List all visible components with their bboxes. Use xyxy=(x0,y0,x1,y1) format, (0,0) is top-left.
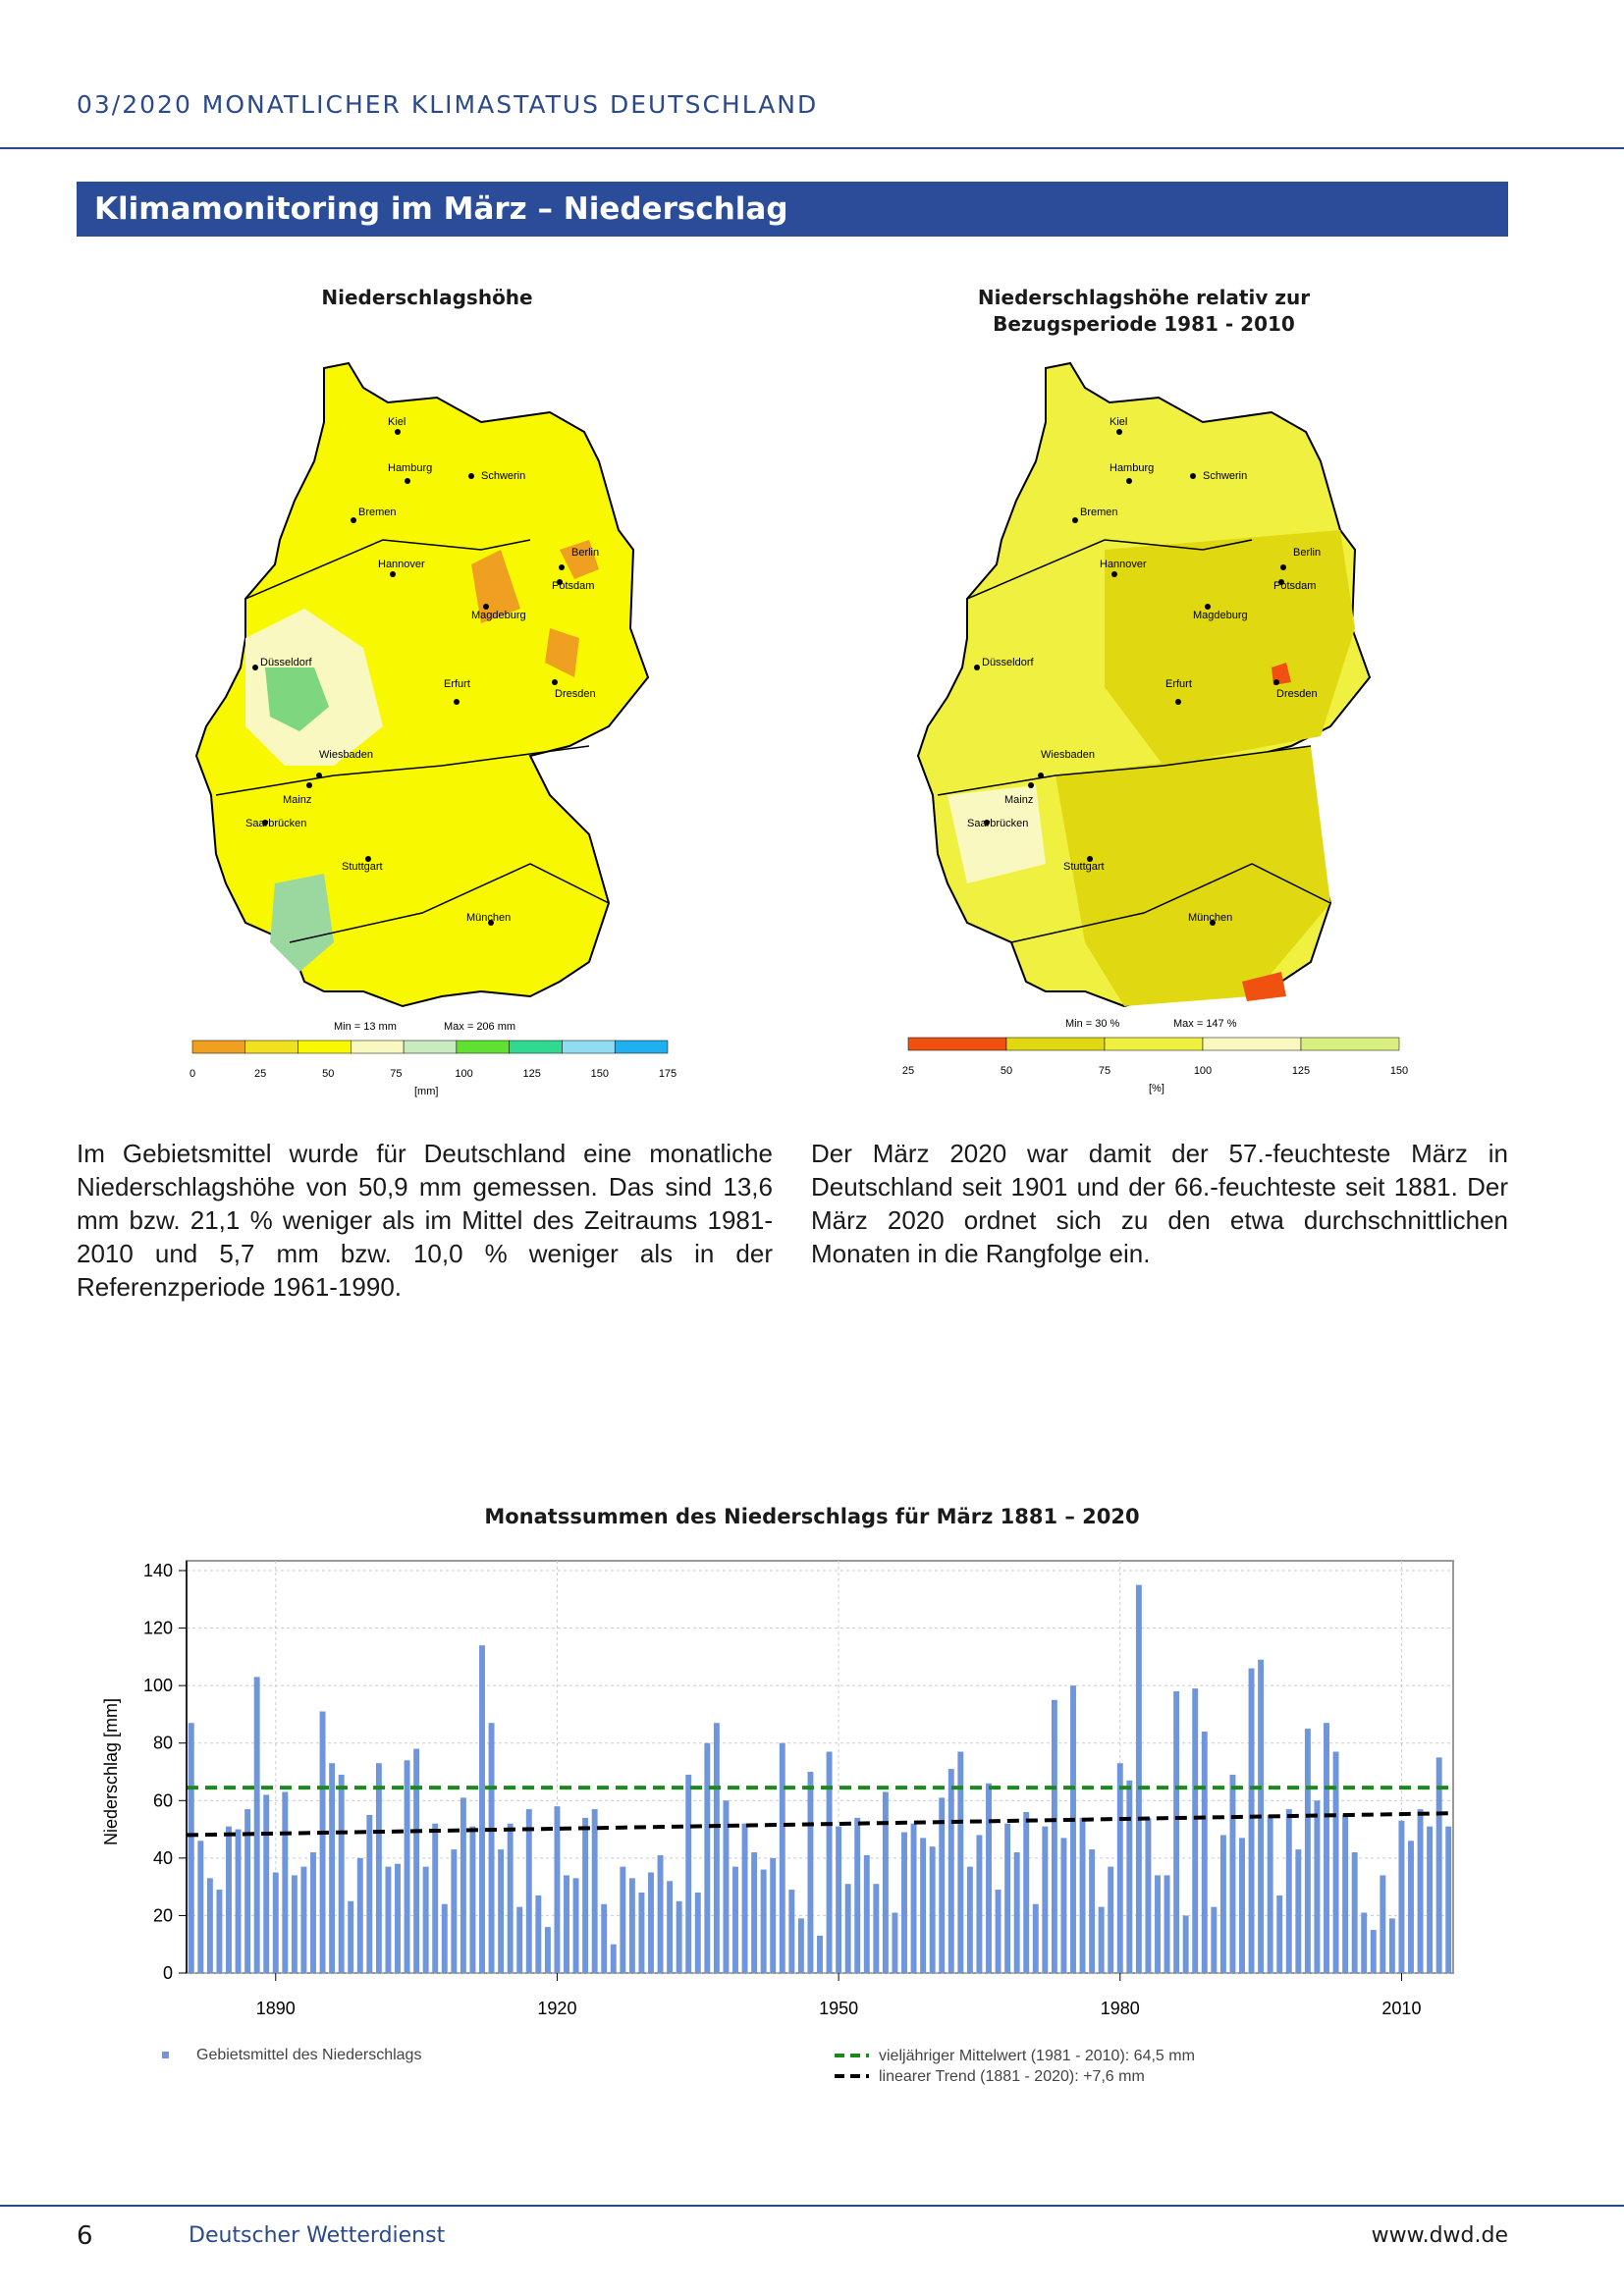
bar xyxy=(1136,1585,1142,1973)
bar xyxy=(348,1901,353,1973)
city-label: München xyxy=(1188,912,1233,924)
city-label: Saarbrücken xyxy=(967,818,1029,829)
bar xyxy=(1286,1809,1292,1973)
header-rule xyxy=(0,147,1624,149)
bar xyxy=(677,1901,682,1973)
bar xyxy=(1295,1849,1301,1973)
bar xyxy=(405,1760,410,1973)
colorbar-tick: 75 xyxy=(1098,1065,1111,1077)
bar xyxy=(658,1855,664,1973)
bar xyxy=(685,1775,691,1973)
bar xyxy=(1418,1809,1424,1973)
colorbar-segment xyxy=(192,1041,245,1053)
bar xyxy=(770,1858,776,1973)
city-label: Potsdam xyxy=(1273,580,1317,592)
bar xyxy=(582,1818,588,1973)
bar xyxy=(423,1867,429,1973)
bar xyxy=(892,1913,897,1974)
y-tick-label: 120 xyxy=(142,1618,173,1638)
colorbar-segment xyxy=(404,1041,457,1053)
left-map-unit: [mm] xyxy=(414,1086,439,1097)
bar xyxy=(432,1824,438,1973)
bar xyxy=(611,1945,617,1973)
city-label: Potsdam xyxy=(552,580,595,592)
bar xyxy=(1183,1915,1189,1973)
bar xyxy=(1398,1821,1404,1973)
bar xyxy=(836,1827,841,1973)
bar xyxy=(1249,1669,1255,1973)
bar xyxy=(592,1809,598,1973)
section-title: Klimamonitoring im März – Niederschlag xyxy=(77,182,1508,237)
colorbar-tick: 175 xyxy=(658,1068,677,1080)
bar xyxy=(742,1824,748,1973)
bar xyxy=(948,1769,954,1973)
bar xyxy=(967,1867,973,1973)
colorbar-tick: 100 xyxy=(455,1068,473,1080)
colorbar-segment xyxy=(908,1038,1006,1050)
bar xyxy=(976,1835,982,1973)
bar-chart-svg xyxy=(93,1541,1468,2101)
right-map-legend xyxy=(903,1011,1414,1099)
city-label: Erfurt xyxy=(444,678,470,690)
bar xyxy=(273,1873,279,1974)
bar xyxy=(648,1873,654,1974)
bar xyxy=(1089,1849,1095,1973)
y-tick-label: 100 xyxy=(142,1676,173,1696)
bar xyxy=(845,1884,851,1973)
chart-title: Monatssummen des Niederschlags für März 1881 – 2020 xyxy=(484,1505,1140,1528)
bar xyxy=(508,1824,514,1973)
bar xyxy=(1023,1812,1029,1973)
bar xyxy=(1352,1852,1358,1973)
paragraph-left: Im Gebietsmittel wurde für Deutschland eine monatliche Niederschlagshöhe von 50,9 mm gemessen. Das sind 13,6 mm bzw. 21,1 % weniger als im Mittel des Zeitraums 1981-2010 und 5,7 mm bzw. 10,0 % weniger als in der Referenzperiode 1961-1990. xyxy=(77,1139,773,1302)
x-tick-label: 1950 xyxy=(819,1999,859,2018)
bar xyxy=(1117,1763,1123,1973)
left-map-colorbar xyxy=(192,1041,668,1053)
bar xyxy=(1004,1824,1010,1973)
x-tick-label: 1920 xyxy=(537,1999,577,2018)
city-label: Kiel xyxy=(388,416,406,428)
bar xyxy=(798,1918,804,1973)
bar xyxy=(1220,1835,1226,1973)
legend-bar-swatch xyxy=(162,2052,169,2058)
city-label: Hannover xyxy=(1100,559,1147,570)
bar xyxy=(1389,1918,1395,1973)
city-label: Bremen xyxy=(358,507,397,518)
bar xyxy=(545,1927,551,1973)
legend-mean-label: vieljähriger Mittelwert (1981 - 2010): 64,5 mm xyxy=(879,2048,1195,2064)
city-label: Saarbrücken xyxy=(245,818,307,829)
bar xyxy=(413,1749,419,1973)
bar xyxy=(236,1830,242,1973)
bar xyxy=(601,1904,607,1973)
y-tick-label: 0 xyxy=(162,1963,173,1983)
right-map-title-line2: Bezugsperiode 1981 - 2010 xyxy=(993,312,1295,336)
bar xyxy=(1033,1904,1039,1973)
colorbar-tick: 125 xyxy=(1291,1065,1311,1077)
footer-url: www.dwd.de xyxy=(1371,2223,1508,2248)
city-label: Bremen xyxy=(1080,507,1118,518)
bar xyxy=(986,1784,992,1973)
colorbar-tick: 50 xyxy=(1000,1065,1013,1077)
bar xyxy=(1173,1691,1179,1973)
x-tick-label: 1890 xyxy=(255,1999,296,2018)
bar xyxy=(189,1723,194,1973)
bar xyxy=(1436,1757,1442,1973)
bar xyxy=(1126,1781,1132,1973)
bar xyxy=(732,1867,738,1973)
bar xyxy=(957,1752,963,1974)
bar xyxy=(320,1712,326,1974)
bar xyxy=(1052,1700,1057,1973)
bar xyxy=(254,1677,260,1973)
city-label: München xyxy=(466,912,512,924)
bar xyxy=(489,1723,495,1973)
city-label: Berlin xyxy=(571,547,600,559)
bar xyxy=(498,1849,504,1973)
bar xyxy=(864,1855,870,1973)
city-label: Erfurt xyxy=(1165,678,1192,690)
bar xyxy=(1445,1827,1451,1973)
legend-trend-label: linearer Trend (1881 - 2020): +7,6 mm xyxy=(879,2068,1145,2085)
colorbar-segment xyxy=(615,1041,668,1053)
city-label: Mainz xyxy=(283,794,312,806)
city-label: Wiesbaden xyxy=(319,749,374,761)
bar xyxy=(1314,1800,1320,1973)
city-label: Magdeburg xyxy=(471,610,526,621)
colorbar-segment xyxy=(562,1041,615,1053)
bar xyxy=(629,1878,635,1973)
bar xyxy=(1211,1907,1217,1973)
bar xyxy=(1192,1688,1198,1973)
left-map-ticks xyxy=(189,1068,677,1080)
bar xyxy=(883,1792,889,1974)
city-label: Düsseldorf xyxy=(982,657,1034,668)
footer-org: Deutscher Wetterdienst xyxy=(189,2223,446,2248)
bar xyxy=(395,1864,401,1973)
colorbar-tick: 25 xyxy=(254,1068,267,1080)
bar xyxy=(554,1806,560,1973)
bar xyxy=(207,1878,213,1973)
left-map xyxy=(187,353,697,1099)
bar xyxy=(620,1867,625,1973)
bar xyxy=(695,1893,701,1973)
paragraph-right: Der März 2020 war damit der 57.-feuchteste März in Deutschland seit 1901 und der 66.-feuchteste seit 1881. Der März 2020 ordnet sich zu den etwa durchschnittlichen Monaten in die Rangfolge ein. xyxy=(811,1139,1508,1268)
bar xyxy=(788,1890,794,1973)
right-map-min-label: Min = 30 % xyxy=(1065,1018,1120,1030)
colorbar-segment xyxy=(1006,1038,1105,1050)
y-tick-label: 60 xyxy=(152,1790,173,1811)
city-label: Düsseldorf xyxy=(260,657,312,668)
bar xyxy=(1333,1752,1339,1974)
bar xyxy=(1042,1827,1048,1973)
bar xyxy=(1408,1841,1414,1973)
bar xyxy=(526,1809,532,1973)
city-label: Schwerin xyxy=(481,470,526,482)
city-label: Dresden xyxy=(1276,688,1318,700)
city-label: Dresden xyxy=(555,688,596,700)
colorbar-segment xyxy=(457,1041,510,1053)
colorbar-segment xyxy=(1105,1038,1203,1050)
bar xyxy=(667,1881,673,1973)
city-label: Stuttgart xyxy=(1063,861,1105,873)
footer-rule xyxy=(0,2205,1624,2207)
bar xyxy=(930,1846,936,1973)
bar xyxy=(479,1645,485,1973)
chart-legend xyxy=(162,2047,1195,2085)
bar xyxy=(366,1815,372,1973)
bar xyxy=(300,1867,306,1973)
bar xyxy=(1164,1875,1170,1973)
colorbar-segment xyxy=(1301,1038,1399,1050)
colorbar-tick: 100 xyxy=(1193,1065,1213,1077)
city-label: Hamburg xyxy=(1110,462,1155,474)
left-map-min-label: Min = 13 mm xyxy=(334,1021,397,1033)
bar xyxy=(469,1827,475,1973)
bar xyxy=(1380,1875,1385,1973)
bar xyxy=(827,1752,833,1974)
bar xyxy=(1108,1867,1113,1973)
bar xyxy=(920,1838,926,1973)
bar xyxy=(282,1792,288,1974)
chart-ylabel: Niederschlag [mm] xyxy=(101,1697,121,1846)
bar xyxy=(1239,1838,1245,1973)
bar xyxy=(1427,1827,1433,1973)
bar xyxy=(817,1936,823,1973)
bar xyxy=(339,1775,345,1973)
bar xyxy=(780,1743,785,1973)
city-label: Schwerin xyxy=(1203,470,1248,482)
bar xyxy=(873,1884,879,1973)
colorbar-segment xyxy=(298,1041,352,1053)
right-map-graphic xyxy=(908,353,1419,1099)
city-label: Mainz xyxy=(1004,794,1034,806)
colorbar-segment xyxy=(245,1041,298,1053)
bar xyxy=(714,1723,720,1973)
bar xyxy=(638,1893,644,1973)
city-label: Kiel xyxy=(1110,416,1128,428)
y-tick-label: 20 xyxy=(152,1905,173,1926)
x-tick-label: 1980 xyxy=(1100,1999,1140,2018)
header-title: 03/2020 MONATLICHER KLIMASTATUS DEUTSCHLAND xyxy=(77,90,819,119)
bar xyxy=(1155,1875,1161,1973)
bar xyxy=(854,1818,860,1973)
bar xyxy=(751,1852,757,1973)
city-label: Magdeburg xyxy=(1193,610,1248,621)
bar-chart xyxy=(93,1541,1468,2101)
bar xyxy=(357,1858,363,1973)
bar xyxy=(1371,1930,1377,1973)
right-map-unit: [%] xyxy=(1149,1083,1164,1095)
left-map-graphic xyxy=(187,353,697,1099)
colorbar-segment xyxy=(1203,1038,1301,1050)
bar xyxy=(901,1833,907,1974)
city-label: Berlin xyxy=(1293,547,1322,559)
bar xyxy=(451,1849,457,1973)
colorbar-tick: 50 xyxy=(322,1068,335,1080)
bar xyxy=(573,1878,579,1973)
right-map-title xyxy=(913,285,1375,338)
bar xyxy=(1145,1818,1151,1973)
bar xyxy=(263,1794,269,1973)
right-map-colorbar xyxy=(908,1038,1399,1050)
bar xyxy=(329,1763,335,1973)
bar xyxy=(807,1772,813,1973)
bar xyxy=(1229,1775,1235,1973)
right-map-max-label: Max = 147 % xyxy=(1173,1018,1237,1030)
bar xyxy=(535,1896,541,1973)
colorbar-tick: 75 xyxy=(390,1068,403,1080)
bar xyxy=(1070,1685,1076,1973)
bar xyxy=(1080,1818,1086,1973)
x-tick-label: 2010 xyxy=(1381,1999,1422,2018)
bar xyxy=(1324,1723,1329,1973)
city-label: Wiesbaden xyxy=(1041,749,1096,761)
y-tick-label: 40 xyxy=(152,1847,173,1868)
bar xyxy=(292,1875,298,1973)
bar xyxy=(564,1875,569,1973)
left-map-legend xyxy=(187,1014,677,1102)
city-label: Hamburg xyxy=(388,462,433,474)
bar xyxy=(1099,1907,1105,1973)
left-map-max-label: Max = 206 mm xyxy=(444,1021,516,1033)
city-label: Hannover xyxy=(378,559,425,570)
bar xyxy=(310,1852,316,1973)
colorbar-segment xyxy=(351,1041,404,1053)
bar xyxy=(761,1870,767,1973)
right-map-title-line1: Niederschlagshöhe relativ zur xyxy=(977,286,1311,309)
y-tick-label: 80 xyxy=(152,1733,173,1753)
colorbar-tick: 150 xyxy=(590,1068,610,1080)
bar xyxy=(1342,1815,1348,1973)
bar xyxy=(385,1867,391,1973)
bar xyxy=(1305,1729,1311,1973)
page-number: 6 xyxy=(77,2221,93,2251)
colorbar-tick: 125 xyxy=(522,1068,541,1080)
bar xyxy=(704,1743,710,1973)
bar xyxy=(996,1890,1001,1973)
bar xyxy=(1276,1896,1282,1973)
bar xyxy=(226,1827,232,1973)
right-map-ticks xyxy=(902,1065,1408,1077)
bar xyxy=(1060,1838,1066,1973)
bar xyxy=(1361,1913,1367,1974)
city-label: Stuttgart xyxy=(342,861,383,873)
bar xyxy=(1014,1852,1020,1973)
left-map-title: Niederschlagshöhe xyxy=(321,286,533,309)
bar xyxy=(460,1797,466,1973)
bar xyxy=(516,1907,522,1973)
bar xyxy=(1202,1732,1208,1973)
bar xyxy=(376,1763,382,1973)
colorbar-tick: 25 xyxy=(901,1065,915,1077)
colorbar-segment xyxy=(510,1041,563,1053)
bar xyxy=(216,1890,222,1973)
colorbar-tick: 150 xyxy=(1389,1065,1409,1077)
y-tick-label: 140 xyxy=(142,1561,173,1580)
legend-bars-label: Gebietsmittel des Niederschlags xyxy=(196,2047,422,2063)
bar xyxy=(1268,1815,1273,1973)
colorbar-tick: 0 xyxy=(189,1068,196,1080)
right-map xyxy=(908,353,1419,1099)
bar xyxy=(911,1824,917,1973)
bar xyxy=(197,1841,203,1973)
bar xyxy=(442,1904,448,1973)
